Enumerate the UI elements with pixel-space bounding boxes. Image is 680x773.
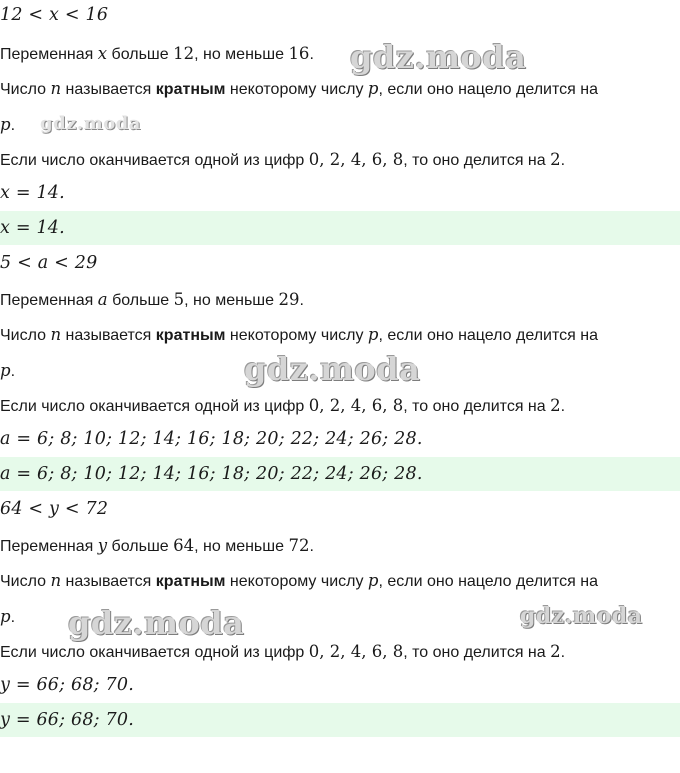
answer-row [0,457,680,491]
explanation-text: . [309,46,314,63]
multiple-rule-line [0,571,680,591]
condition-line [0,253,680,273]
rule-text: Число [0,573,51,590]
solution-expression: y = 66; 68; 70. [0,675,134,695]
rule-text: называется [61,573,156,590]
variable: y [97,536,108,555]
variable: x [97,44,108,63]
rule-text: , если оно нацело делится на [378,327,598,344]
rule-text: , если оно нацело делится на [378,81,598,98]
watermark-logo: gdz.moda [68,604,245,642]
explanation-text: больше [107,538,174,555]
explanation-text: , но меньше [184,292,279,309]
explanation-text: . [299,292,304,309]
divisibility-rule-line [0,396,680,416]
answer-row [0,703,680,737]
rule-text: некоторому числу [225,573,368,590]
multiple-rule-line [0,325,680,345]
rule-text: Если число оканчивается одной из цифр [0,152,309,169]
rule-text: Если число оканчивается одной из цифр [0,644,309,661]
divisibility-rule-line [0,642,680,662]
rule-text: некоторому числу [225,81,368,98]
rule-text: Число [0,81,51,98]
explanation-line [0,44,680,64]
rule-text: называется [61,327,156,344]
explanation-text: Переменная [0,538,98,555]
watermark-logo: gdz.moda [40,113,141,134]
solution-expression: a = 6; 8; 10; 12; 14; 16; 18; 20; 22; 24; 26; 28. [0,429,423,449]
multiple-rule-line [0,79,680,99]
rule-text: некоторому числу [225,327,368,344]
answer-expression: a = 6; 8; 10; 12; 14; 16; 18; 20; 22; 24; 26; 28. [0,464,423,484]
answer-row [0,211,680,245]
digits-list: 0, 2, 4, 6, 8 [308,150,404,169]
upper-bound: 16 [288,44,310,63]
divisor: 2 [550,642,561,661]
upper-bound: 29 [278,290,300,309]
rule-text: Если число оканчивается одной из цифр [0,398,309,415]
variable: n [50,571,62,590]
divisor: 2 [550,396,561,415]
solution-line [0,183,680,203]
explanation-text: больше [107,46,174,63]
digits-list: 0, 2, 4, 6, 8 [308,642,404,661]
condition-expression: 12 < x < 16 [0,5,109,25]
rule-text: . [10,363,16,380]
lower-bound: 12 [173,44,195,63]
explanation-line [0,536,680,556]
solution-line [0,429,680,449]
explanation-text: . [309,538,314,555]
rule-text: Число [0,327,51,344]
rule-text: , то оно делится на [403,152,551,169]
rule-text: . [10,117,16,134]
condition-line [0,5,680,25]
watermark-logo: gdz.moda [244,350,421,388]
rule-text: . [560,644,566,661]
explanation-line [0,290,680,310]
explanation-text: , но меньше [194,538,289,555]
digits-list: 0, 2, 4, 6, 8 [308,396,404,415]
condition-line [0,499,680,519]
explanation-text: , но меньше [194,46,289,63]
rule-text: . [10,609,16,626]
rule-text: . [560,152,566,169]
watermark-logo: gdz.moda [350,38,527,76]
divisor: 2 [550,150,561,169]
variable: p [367,79,379,98]
rule-text: , то оно делится на [403,644,551,661]
rule-term: кратным [155,81,226,98]
variable: n [50,79,62,98]
rule-term: кратным [155,327,226,344]
upper-bound: 72 [288,536,310,555]
explanation-text: больше [107,292,174,309]
variable: p [0,607,11,626]
variable: p [367,325,379,344]
variable: p [0,361,11,380]
rule-text: , если оно нацело делится на [378,573,598,590]
explanation-text: Переменная [0,46,98,63]
rule-text: называется [61,81,156,98]
lower-bound: 64 [173,536,195,555]
condition-expression: 5 < a < 29 [0,253,98,273]
variable: a [97,290,108,309]
answer-expression: x = 14. [0,218,65,238]
solution-expression: x = 14. [0,183,65,203]
rule-text: . [560,398,566,415]
variable: n [50,325,62,344]
variable: p [0,115,11,134]
rule-term: кратным [155,573,226,590]
rule-text: , то оно делится на [403,398,551,415]
divisibility-rule-line [0,150,680,170]
condition-expression: 64 < y < 72 [0,499,109,519]
variable: p [367,571,379,590]
lower-bound: 5 [173,290,185,309]
watermark-logo: gdz.moda [520,603,643,629]
explanation-text: Переменная [0,292,98,309]
answer-expression: y = 66; 68; 70. [0,710,134,730]
solution-line [0,675,680,695]
